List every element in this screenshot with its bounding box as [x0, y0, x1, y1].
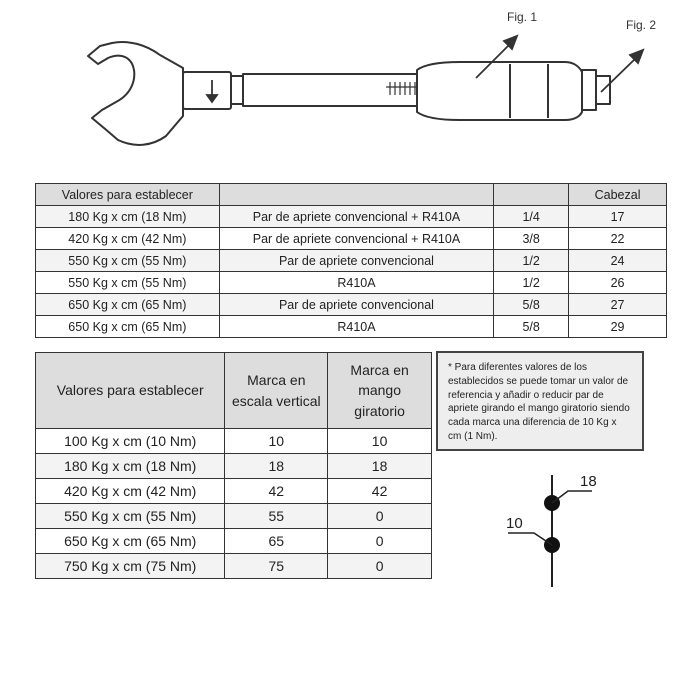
column-header [219, 184, 494, 206]
table-cell: 27 [569, 294, 667, 316]
table-row [36, 504, 432, 529]
table-cell: 55 [225, 504, 328, 529]
table-row [36, 294, 667, 316]
torque-wrench-illustration [0, 0, 700, 170]
table-cell: 0 [328, 554, 432, 579]
table-cell: Par de apriete convencional + R410A [219, 206, 494, 228]
table-cell: 650 Kg x cm (65 Nm) [36, 316, 220, 338]
table-row [36, 554, 432, 579]
column-header: Valores para establecer [36, 184, 220, 206]
table-row [36, 316, 667, 338]
table-cell: 42 [328, 479, 432, 504]
table-row [36, 529, 432, 554]
label-lower: 10 [506, 515, 523, 532]
table-cell: 550 Kg x cm (55 Nm) [36, 272, 220, 294]
table-cell: 65 [225, 529, 328, 554]
table-row [36, 454, 432, 479]
table-cell: 100 Kg x cm (10 Nm) [36, 429, 225, 454]
table-cell: 42 [225, 479, 328, 504]
table-cell: 10 [225, 429, 328, 454]
table-cell: 420 Kg x cm (42 Nm) [36, 228, 220, 250]
table-cell: 5/8 [494, 294, 569, 316]
table-cell: 1/2 [494, 272, 569, 294]
table-cell: 650 Kg x cm (65 Nm) [36, 529, 225, 554]
table-cell: 650 Kg x cm (65 Nm) [36, 294, 220, 316]
column-header: Valores para establecer [36, 353, 225, 429]
table-cell: Par de apriete convencional [219, 250, 494, 272]
table-row [36, 272, 667, 294]
table-cell: 24 [569, 250, 667, 272]
table-cell: 1/2 [494, 250, 569, 272]
table-row [36, 228, 667, 250]
table-cell: 3/8 [494, 228, 569, 250]
table-cell: 1/4 [494, 206, 569, 228]
table-cell: 29 [569, 316, 667, 338]
table-cell: R410A [219, 272, 494, 294]
label-upper: 18 [580, 473, 597, 490]
table-cell: 26 [569, 272, 667, 294]
column-header: Cabezal [569, 184, 667, 206]
table-cell: 550 Kg x cm (55 Nm) [36, 250, 220, 272]
table-cell: Par de apriete convencional [219, 294, 494, 316]
table-row [36, 206, 667, 228]
table-cell: 550 Kg x cm (55 Nm) [36, 504, 225, 529]
table-cell: 18 [328, 454, 432, 479]
column-header: Marca en mango giratorio [328, 353, 432, 429]
table-cell: 75 [225, 554, 328, 579]
column-header: Marca en escala vertical [225, 353, 328, 429]
table-row [36, 250, 667, 272]
table-cell: R410A [219, 316, 494, 338]
settings-table [35, 352, 432, 579]
table-row [36, 429, 432, 454]
table-cell: 0 [328, 529, 432, 554]
table-cell: 180 Kg x cm (18 Nm) [36, 206, 220, 228]
table-cell: 180 Kg x cm (18 Nm) [36, 454, 225, 479]
table-cell: 22 [569, 228, 667, 250]
table-cell: 18 [225, 454, 328, 479]
table-cell: 750 Kg x cm (75 Nm) [36, 554, 225, 579]
scale-marks-diagram [490, 465, 620, 595]
table-cell: 17 [569, 206, 667, 228]
column-header [494, 184, 569, 206]
table-cell: 10 [328, 429, 432, 454]
note-box [436, 351, 644, 451]
table-header-row [36, 184, 667, 206]
table-cell: 0 [328, 504, 432, 529]
torque-table [35, 183, 667, 338]
note-text: * Para diferentes valores de los establecidos se puede tomar un valor de referencia y añadir o reducir par de apriete girando el mango giratorio siendo cada marca una diferencia de 10 Kg x cm (1 Nm). [448, 362, 630, 442]
table-header-row [36, 353, 432, 429]
fig-1-label: Fig. 1 [507, 10, 538, 24]
table-cell: Par de apriete convencional + R410A [219, 228, 494, 250]
table-row [36, 479, 432, 504]
fig-2-label: Fig. 2 [626, 18, 657, 32]
table-cell: 420 Kg x cm (42 Nm) [36, 479, 225, 504]
table-cell: 5/8 [494, 316, 569, 338]
